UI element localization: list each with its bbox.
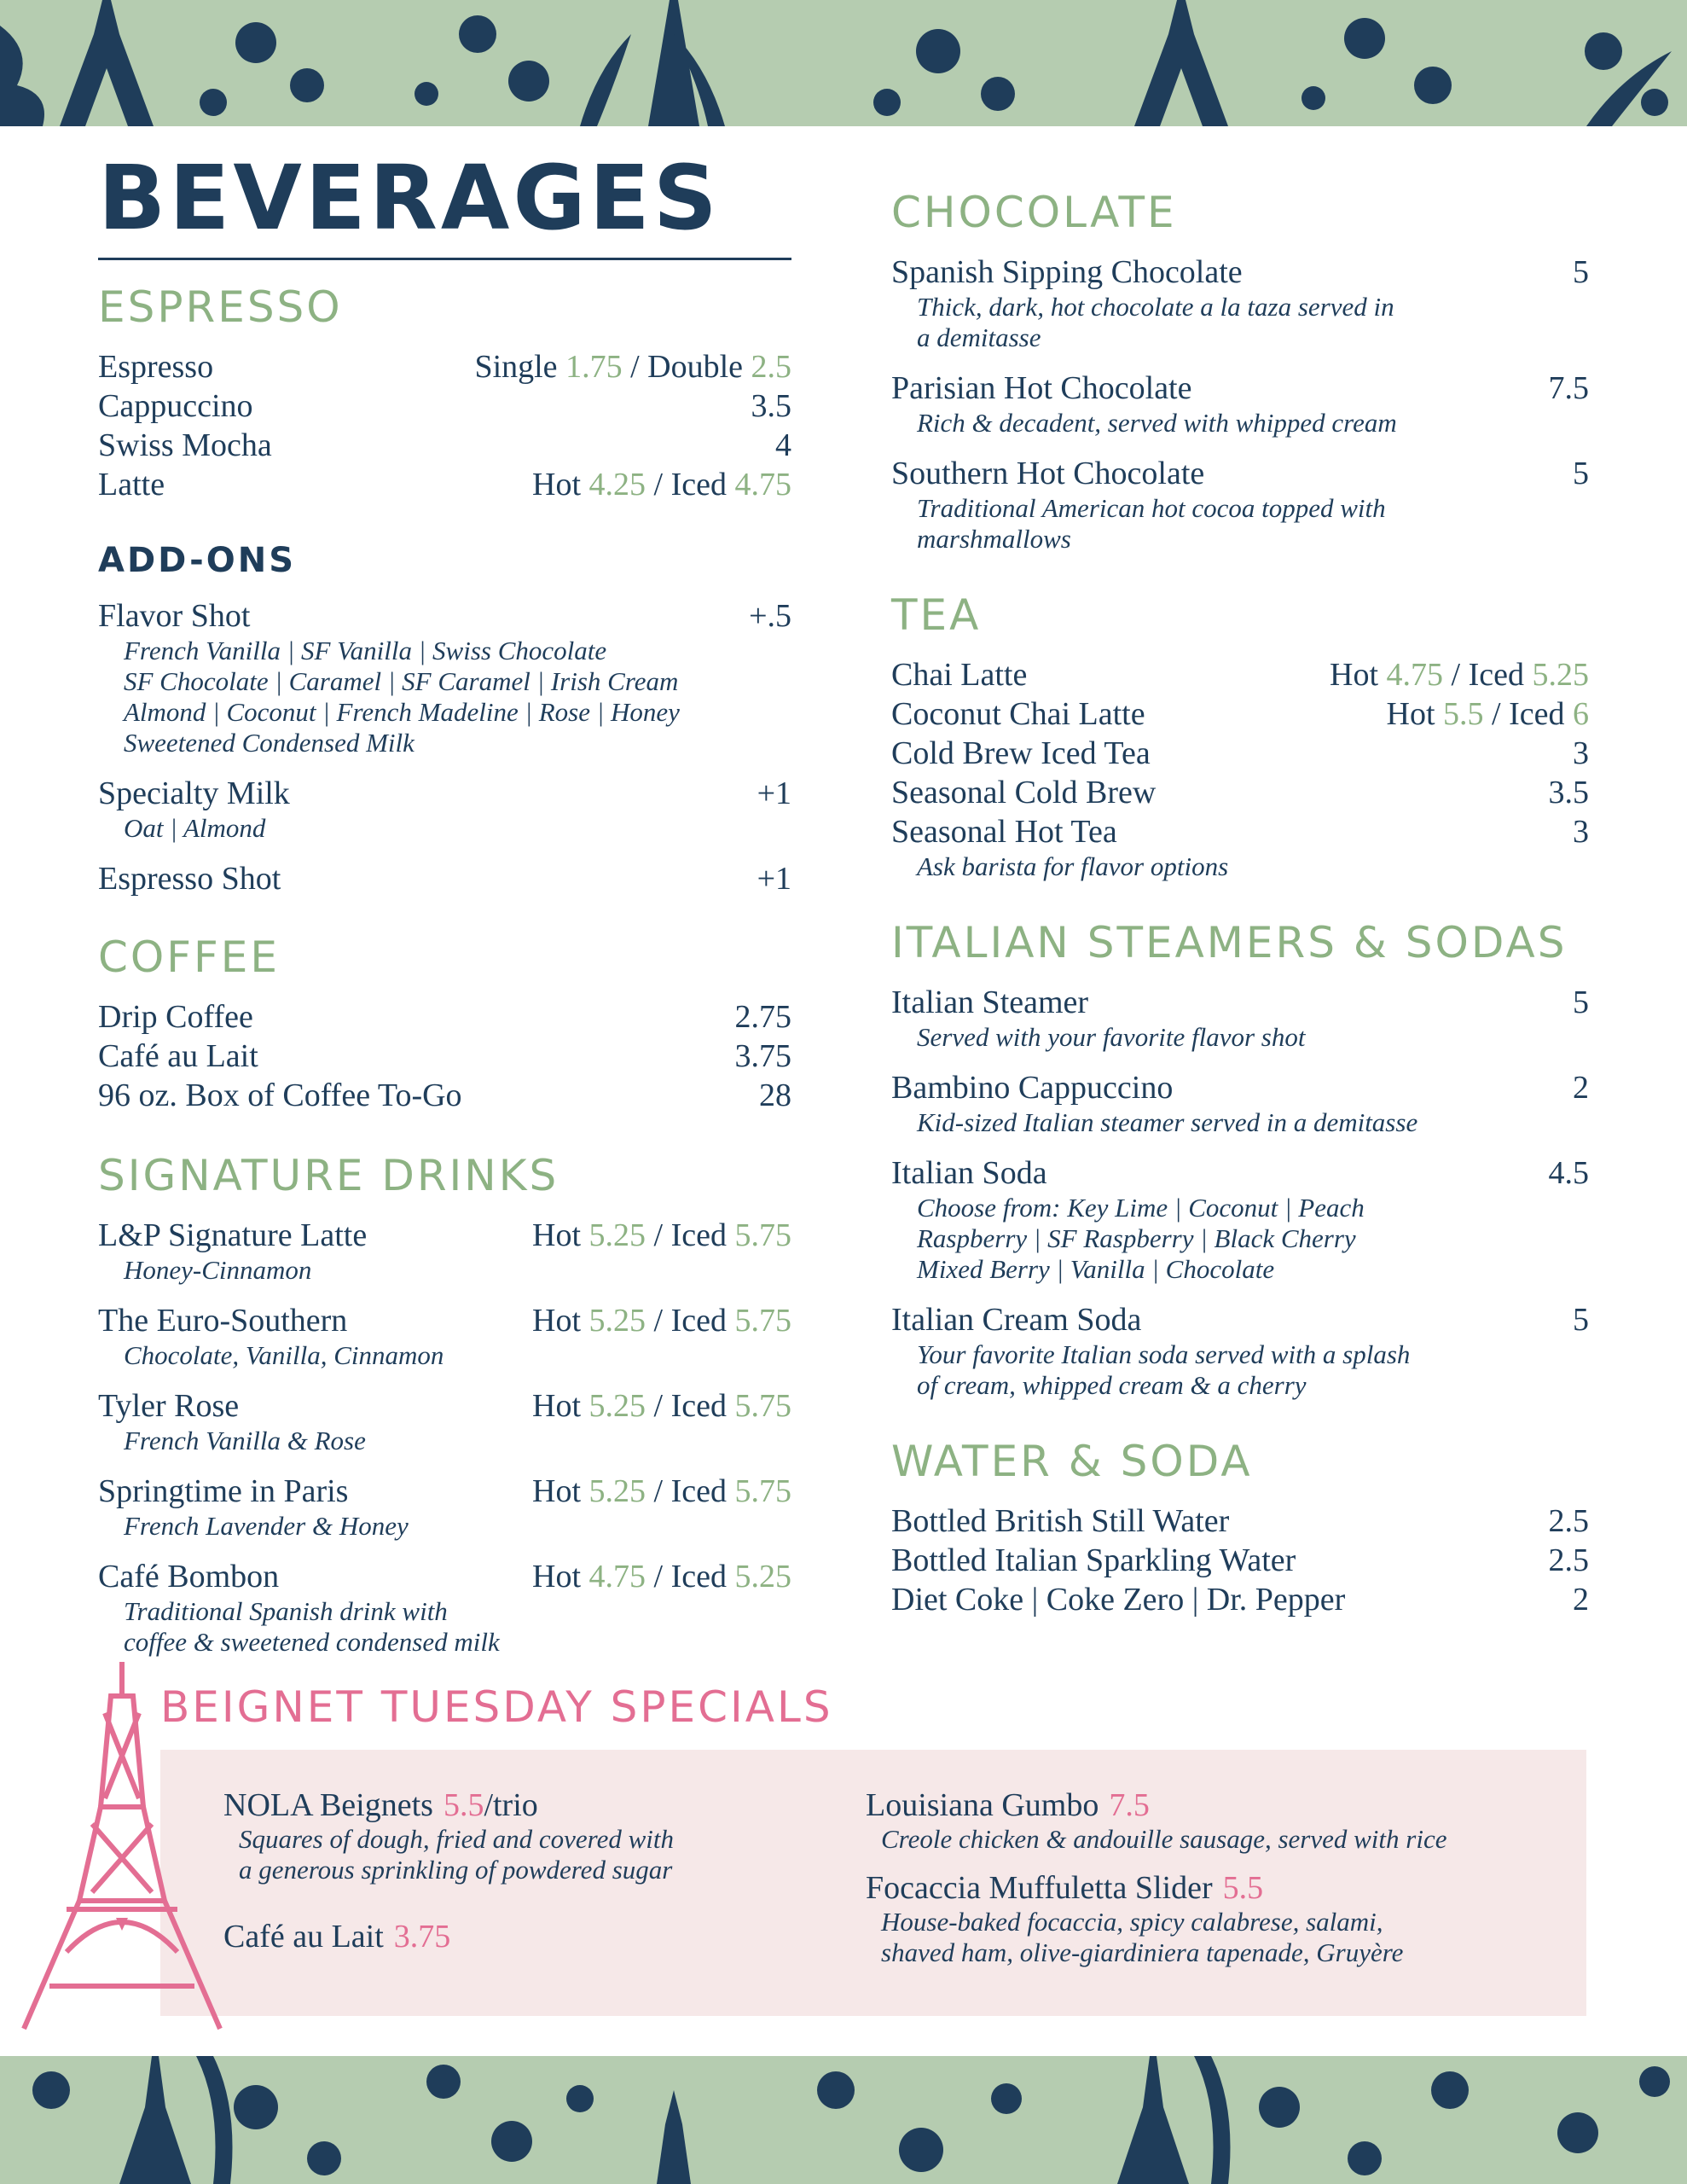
menu-item xyxy=(891,1068,1589,1138)
menu-item xyxy=(891,1300,1589,1401)
item-name: Bottled Italian Sparkling Water xyxy=(891,1542,1296,1578)
menu-item xyxy=(98,1037,791,1076)
item-name: Cold Brew Iced Tea xyxy=(891,735,1151,771)
special-item xyxy=(866,1869,1403,1968)
menu-item xyxy=(891,812,1589,882)
section-heading: CHOCOLATE xyxy=(891,188,1177,237)
menu-item xyxy=(891,369,1589,439)
special-item xyxy=(866,1786,1446,1855)
chocolate-section xyxy=(891,188,1589,555)
section-heading: TEA xyxy=(891,590,982,640)
right-column xyxy=(891,154,1589,1658)
item-description: Almond | Coconut | French Madeline | Rose | Honey xyxy=(124,697,680,727)
item-description: Chocolate, Vanilla, Cinnamon xyxy=(124,1340,444,1370)
item-description: Traditional Spanish drink with xyxy=(124,1596,448,1626)
menu-item xyxy=(891,1153,1589,1285)
menu-item xyxy=(98,997,791,1037)
item-name: Drip Coffee xyxy=(98,999,253,1035)
section-heading: ESPRESSO xyxy=(98,282,343,332)
eiffel-pattern-top-icon xyxy=(0,0,1687,126)
eiffel-pattern-bottom-icon xyxy=(0,2056,1687,2184)
item-name: Latte xyxy=(98,467,165,502)
menu-item xyxy=(98,1216,791,1286)
top-banner xyxy=(0,0,1687,126)
italian-section xyxy=(891,918,1589,1401)
section-heading: WATER & SODA xyxy=(891,1437,1253,1486)
item-description: Thick, dark, hot chocolate a la taza served in xyxy=(917,292,1394,322)
item-description: Honey-Cinnamon xyxy=(124,1255,312,1285)
signature-section xyxy=(98,1151,791,1658)
menu-item xyxy=(891,1580,1589,1619)
item-description: House-baked focaccia, spicy calabrese, salami, xyxy=(881,1907,1383,1937)
item-name: Spanish Sipping Chocolate xyxy=(891,254,1243,290)
left-column xyxy=(98,146,791,1697)
item-name: Flavor Shot xyxy=(98,598,251,634)
item-description: Raspberry | SF Raspberry | Black Cherry xyxy=(917,1223,1356,1253)
addons-section xyxy=(98,543,791,898)
item-price: 5 xyxy=(1573,254,1589,290)
item-price: 7.5 xyxy=(1109,1787,1150,1823)
item-description: a generous sprinkling of powdered sugar xyxy=(239,1855,673,1885)
item-name: Swiss Mocha xyxy=(98,427,272,463)
specials-heading: BEIGNET TUESDAY SPECIALS xyxy=(160,1682,833,1732)
item-price: +1 xyxy=(757,775,791,811)
item-name: Cappuccino xyxy=(98,388,253,424)
item-unit: /trio xyxy=(484,1787,538,1823)
item-price: Hot 5.25 / Iced 5.75 xyxy=(532,1303,791,1339)
item-price: Hot 4.75 / Iced 5.25 xyxy=(532,1559,791,1594)
menu-item xyxy=(891,1502,1589,1541)
bottom-banner xyxy=(0,2056,1687,2184)
menu-item xyxy=(891,694,1589,734)
item-name: Italian Soda xyxy=(891,1155,1047,1191)
menu-item xyxy=(98,465,791,504)
item-name: L&P Signature Latte xyxy=(98,1217,368,1253)
item-price: +1 xyxy=(757,861,791,897)
item-description: coffee & sweetened condensed milk xyxy=(124,1627,500,1657)
item-name: Café au Lait xyxy=(223,1919,384,1955)
item-name: 96 oz. Box of Coffee To-Go xyxy=(98,1077,462,1113)
item-name: Bambino Cappuccino xyxy=(891,1070,1174,1106)
item-description: marshmallows xyxy=(917,524,1071,554)
menu-item xyxy=(891,734,1589,773)
menu-item xyxy=(98,1076,791,1115)
section-heading: SIGNATURE DRINKS xyxy=(98,1151,559,1200)
item-price: Hot 4.75 / Iced 5.25 xyxy=(1330,657,1589,693)
item-price: 3.5 xyxy=(751,388,791,424)
item-name: Espresso xyxy=(98,349,214,385)
item-name: Italian Cream Soda xyxy=(891,1302,1142,1338)
item-name: Diet Coke | Coke Zero | Dr. Pepper xyxy=(891,1582,1346,1618)
item-price: 3.75 xyxy=(734,1038,791,1074)
item-price: 4.5 xyxy=(1548,1155,1589,1191)
menu-item xyxy=(98,596,791,758)
item-price: 3 xyxy=(1573,735,1589,771)
item-price: 2.75 xyxy=(734,999,791,1035)
menu-item xyxy=(98,1472,791,1542)
item-description: Ask barista for flavor options xyxy=(917,851,1229,881)
item-price: 2.5 xyxy=(1548,1503,1589,1539)
item-name: Espresso Shot xyxy=(98,861,281,897)
item-description: Oat | Almond xyxy=(124,813,266,843)
item-price: 5.5 xyxy=(443,1787,484,1823)
item-description: French Vanilla | SF Vanilla | Swiss Chocolate xyxy=(124,636,607,665)
item-description: a demitasse xyxy=(917,322,1041,352)
item-description: Mixed Berry | Vanilla | Chocolate xyxy=(917,1254,1275,1284)
item-name: The Euro-Southern xyxy=(98,1303,348,1339)
item-description: of cream, whipped cream & a cherry xyxy=(917,1370,1307,1400)
item-name: Louisiana Gumbo xyxy=(866,1787,1099,1823)
item-description: Rich & decadent, served with whipped cream xyxy=(917,408,1397,438)
item-price: 5.5 xyxy=(1222,1870,1264,1906)
item-price: Hot 5.25 / Iced 5.75 xyxy=(532,1217,791,1253)
item-description: SF Chocolate | Caramel | SF Caramel | Irish Cream xyxy=(124,666,679,696)
menu-item xyxy=(98,1301,791,1371)
section-heading: ADD-ONS xyxy=(98,541,296,580)
menu-item xyxy=(891,773,1589,812)
item-price: 5 xyxy=(1573,1302,1589,1338)
item-name: Café au Lait xyxy=(98,1038,258,1074)
item-price: +.5 xyxy=(749,598,791,634)
item-description: shaved ham, olive-giardiniera tapenade, Gruyère xyxy=(881,1937,1404,1967)
item-name: Tyler Rose xyxy=(98,1388,240,1424)
item-name: Italian Steamer xyxy=(891,985,1089,1020)
menu-item xyxy=(98,386,791,426)
item-name: Bottled British Still Water xyxy=(891,1503,1230,1539)
tea-section xyxy=(891,590,1589,882)
item-description: Your favorite Italian soda served with a splash xyxy=(917,1339,1411,1369)
title-divider xyxy=(98,258,791,260)
item-price: Hot 5.25 / Iced 5.75 xyxy=(532,1473,791,1509)
menu-item xyxy=(891,454,1589,555)
coffee-section xyxy=(98,932,791,1115)
menu-item xyxy=(98,1557,791,1658)
item-name: Café Bombon xyxy=(98,1559,280,1594)
item-price: 3.75 xyxy=(393,1919,451,1955)
item-name: Focaccia Muffuletta Slider xyxy=(866,1870,1213,1906)
item-description: French Lavender & Honey xyxy=(124,1511,409,1541)
item-description: French Vanilla & Rose xyxy=(124,1426,366,1455)
water-section xyxy=(891,1437,1589,1619)
item-price: 2 xyxy=(1573,1070,1589,1106)
special-item xyxy=(223,1918,450,1955)
item-name: Springtime in Paris xyxy=(98,1473,349,1509)
item-description: Traditional American hot cocoa topped with xyxy=(917,493,1386,523)
item-name: Chai Latte xyxy=(891,657,1028,693)
item-price: 5 xyxy=(1573,985,1589,1020)
page-title: BEVERAGES xyxy=(98,146,721,250)
item-price: 2 xyxy=(1573,1582,1589,1618)
item-name: Southern Hot Chocolate xyxy=(891,456,1205,491)
item-price: 28 xyxy=(759,1077,791,1113)
item-description: Sweetened Condensed Milk xyxy=(124,728,415,758)
item-name: Specialty Milk xyxy=(98,775,290,811)
item-price: 3.5 xyxy=(1548,775,1589,810)
special-item xyxy=(223,1786,674,1885)
item-description: Creole chicken & andouille sausage, served with rice xyxy=(881,1824,1447,1854)
item-price: 5 xyxy=(1573,456,1589,491)
item-name: Seasonal Hot Tea xyxy=(891,814,1117,850)
item-price: Hot 5.25 / Iced 5.75 xyxy=(532,1388,791,1424)
item-price: 7.5 xyxy=(1548,370,1589,406)
item-name: Parisian Hot Chocolate xyxy=(891,370,1192,406)
section-heading: ITALIAN STEAMERS & SODAS xyxy=(891,918,1568,967)
item-name: Seasonal Cold Brew xyxy=(891,775,1157,810)
item-price: Single 1.75 / Double 2.5 xyxy=(474,349,791,385)
item-description: Served with your favorite flavor shot xyxy=(917,1022,1306,1052)
item-price: 2.5 xyxy=(1548,1542,1589,1578)
item-price: Hot 4.25 / Iced 4.75 xyxy=(532,467,791,502)
menu-item xyxy=(98,859,791,898)
menu-item xyxy=(891,655,1589,694)
menu-item xyxy=(891,253,1589,353)
menu-item xyxy=(891,1541,1589,1580)
menu-item xyxy=(98,1386,791,1456)
menu-item xyxy=(98,347,791,386)
eiffel-tower-icon xyxy=(15,1662,229,2037)
item-price: 3 xyxy=(1573,814,1589,850)
item-price: Hot 5.5 / Iced 6 xyxy=(1386,696,1589,732)
menu-item xyxy=(98,774,791,844)
item-description: Choose from: Key Lime | Coconut | Peach xyxy=(917,1193,1365,1223)
item-price: 4 xyxy=(775,427,791,463)
menu-item xyxy=(891,983,1589,1053)
item-name: NOLA Beignets xyxy=(223,1787,433,1823)
espresso-section xyxy=(98,282,791,504)
item-name: Coconut Chai Latte xyxy=(891,696,1145,732)
item-description: Kid-sized Italian steamer served in a demitasse xyxy=(917,1107,1418,1137)
menu-item xyxy=(98,426,791,465)
section-heading: COFFEE xyxy=(98,932,280,982)
item-description: Squares of dough, fried and covered with xyxy=(239,1824,675,1854)
